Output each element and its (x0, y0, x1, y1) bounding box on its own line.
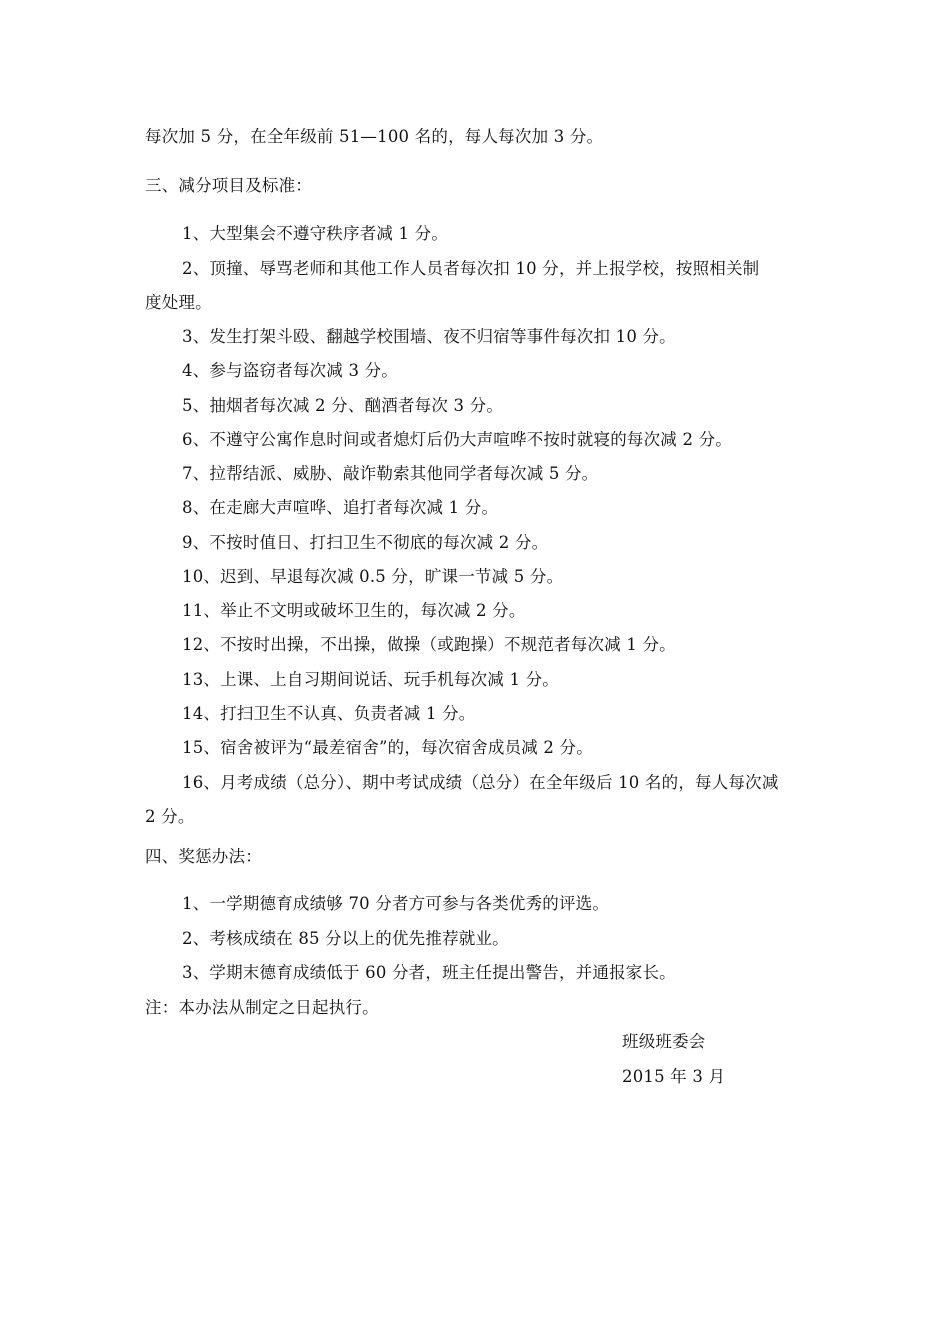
signature-date: 2015 年 3 月 (622, 1067, 726, 1086)
list-item: 2、考核成绩在 85 分以上的优先推荐就业。 (182, 929, 509, 948)
signature-org: 班级班委会 (622, 1032, 706, 1051)
list-item: 1、一学期德育成绩够 70 分者方可参与各类优秀的评选。 (182, 894, 610, 913)
list-item: 6、不遵守公寓作息时间或者熄灯后仍大声喧哗不按时就寝的每次减 2 分。 (182, 430, 732, 449)
list-item: 5、抽烟者每次减 2 分、酗酒者每次 3 分。 (182, 396, 504, 415)
list-item: 16、月考成绩（总分）、期中考试成绩（总分）在全年级后 10 名的，每人每次减 (182, 773, 779, 792)
list-item: 10、迟到、早退每次减 0.5 分，旷课一节减 5 分。 (182, 567, 564, 586)
paragraph-continuation: 每次加 5 分，在全年级前 51—100 名的，每人每次加 3 分。 (145, 127, 604, 146)
list-item-continuation: 度处理。 (145, 293, 212, 312)
list-item: 15、宿舍被评为“最差宿舍”的，每次宿舍成员减 2 分。 (182, 738, 593, 757)
list-item: 3、发生打架斗殴、翻越学校围墙、夜不归宿等事件每次扣 10 分。 (182, 327, 676, 346)
list-item: 3、学期末德育成绩低于 60 分者，班主任提出警告，并通报家长。 (182, 963, 676, 982)
list-item: 12、不按时出操，不出操，做操（或跑操）不规范者每次减 1 分。 (182, 635, 676, 654)
list-item: 14、打扫卫生不认真、负责者减 1 分。 (182, 704, 476, 723)
section-heading-deductions: 三、减分项目及标准： (145, 176, 312, 195)
list-item: 1、大型集会不遵守秩序者减 1 分。 (182, 224, 449, 243)
list-item: 11、举止不文明或破坏卫生的，每次减 2 分。 (182, 601, 526, 620)
section-heading-rewards: 四、奖惩办法： (145, 847, 262, 866)
note: 注：本办法从制定之日起执行。 (145, 998, 379, 1017)
list-item: 2、顶撞、辱骂老师和其他工作人员者每次扣 10 分，并上报学校，按照相关制 (182, 259, 760, 278)
list-item: 7、拉帮结派、威胁、敲诈勒索其他同学者每次减 5 分。 (182, 464, 599, 483)
list-item: 8、在走廊大声喧哗、追打者每次减 1 分。 (182, 498, 499, 517)
list-item: 4、参与盗窃者每次减 3 分。 (182, 361, 398, 380)
list-item-continuation: 2 分。 (145, 807, 195, 826)
list-item: 13、上课、上自习期间说话、玩手机每次减 1 分。 (182, 670, 559, 689)
list-item: 9、不按时值日、打扫卫生不彻底的每次减 2 分。 (182, 533, 549, 552)
